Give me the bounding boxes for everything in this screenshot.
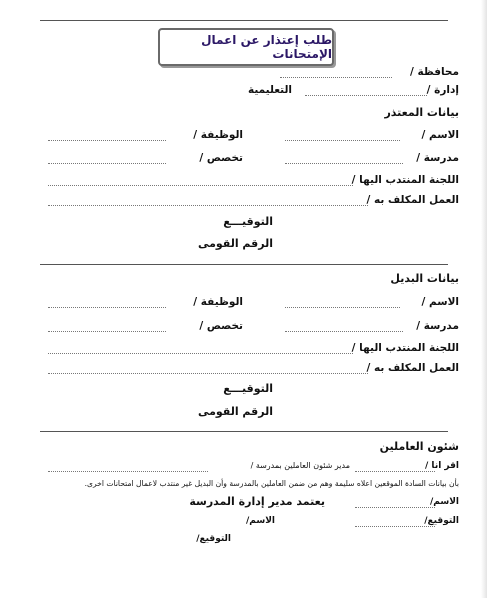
form-title: طلب إعتذار عن اعمال الإمتحانات bbox=[201, 33, 332, 61]
substitute-work-field[interactable] bbox=[48, 373, 368, 374]
excused-school-field[interactable] bbox=[285, 163, 403, 164]
top-rule bbox=[40, 20, 448, 21]
section-divider-1 bbox=[40, 264, 448, 265]
excused-committee-field[interactable] bbox=[48, 185, 353, 186]
substitute-school-field[interactable] bbox=[285, 331, 403, 332]
section-divider-2 bbox=[40, 431, 448, 432]
substitute-national-id-label: الرقم القومى bbox=[197, 405, 273, 418]
excused-name-field[interactable] bbox=[285, 140, 400, 141]
substitute-heading: بيانات البديل bbox=[390, 272, 459, 285]
right-edge-shadow bbox=[481, 0, 487, 598]
affairs-heading: شئون العاملين bbox=[379, 440, 459, 453]
excused-job-field[interactable] bbox=[48, 140, 166, 141]
excused-name-label: الاسم / bbox=[421, 129, 459, 141]
substitute-signature-label: التوقيـــع bbox=[223, 382, 273, 395]
manager-school-field[interactable] bbox=[48, 471, 208, 472]
excused-committee-label: اللجنة المنتدب اليها / bbox=[351, 174, 459, 186]
administration-label: إدارة / bbox=[426, 84, 459, 96]
substitute-name-label: الاسم / bbox=[421, 296, 459, 308]
excused-job-label: الوظيفة / bbox=[193, 129, 243, 141]
excused-specialty-field[interactable] bbox=[48, 163, 166, 164]
excused-work-field[interactable] bbox=[48, 205, 368, 206]
excused-heading: بيانات المعتذر bbox=[384, 106, 459, 119]
substitute-school-label: مدرسة / bbox=[416, 320, 459, 332]
substitute-job-field[interactable] bbox=[48, 307, 166, 308]
excused-school-label: مدرسة / bbox=[416, 152, 459, 164]
affairs-name-right-label: الاسم/ bbox=[430, 497, 459, 507]
acknowledge-label: اقر انا / bbox=[425, 461, 459, 471]
substitute-specialty-label: تخصص / bbox=[199, 320, 243, 332]
excused-work-label: العمل المكلف به / bbox=[366, 194, 459, 206]
substitute-committee-label: اللجنة المنتدب اليها / bbox=[351, 342, 459, 354]
manager-of-label: مدير شئون العاملين بمدرسة / bbox=[250, 461, 350, 470]
substitute-name-field[interactable] bbox=[285, 307, 400, 308]
substitute-committee-field[interactable] bbox=[48, 353, 353, 354]
substitute-job-label: الوظيفة / bbox=[193, 296, 243, 308]
administration-field[interactable] bbox=[305, 95, 427, 96]
affairs-name-right-field[interactable] bbox=[355, 507, 435, 508]
statement-text: بأن بيانات السادة الموقعين اعلاه سليمة وهم من ضمن العاملين بالمدرسة وأن البديل غير منتدب لاعمال امتحانات اخرى. bbox=[84, 479, 459, 488]
affairs-signature-right-label: التوقيع/ bbox=[424, 516, 459, 526]
substitute-work-label: العمل المكلف به / bbox=[366, 362, 459, 374]
acknowledge-name-field[interactable] bbox=[355, 471, 435, 472]
substitute-specialty-field[interactable] bbox=[48, 331, 166, 332]
excused-national-id-label: الرقم القومى bbox=[197, 237, 273, 250]
excused-specialty-label: تخصص / bbox=[199, 152, 243, 164]
affairs-signature-center-label: التوقيع/ bbox=[196, 534, 231, 544]
form-title-box bbox=[158, 28, 334, 66]
approval-label: يعتمد مدير إدارة المدرسة bbox=[189, 495, 325, 508]
governorate-label: محافظة / bbox=[410, 66, 459, 78]
educational-label: التعليمية bbox=[247, 84, 292, 96]
affairs-name-center-label: الاسم/ bbox=[246, 516, 275, 526]
governorate-field[interactable] bbox=[280, 77, 392, 78]
affairs-signature-right-field[interactable] bbox=[355, 526, 435, 527]
excused-signature-label: التوقيـــع bbox=[223, 215, 273, 228]
